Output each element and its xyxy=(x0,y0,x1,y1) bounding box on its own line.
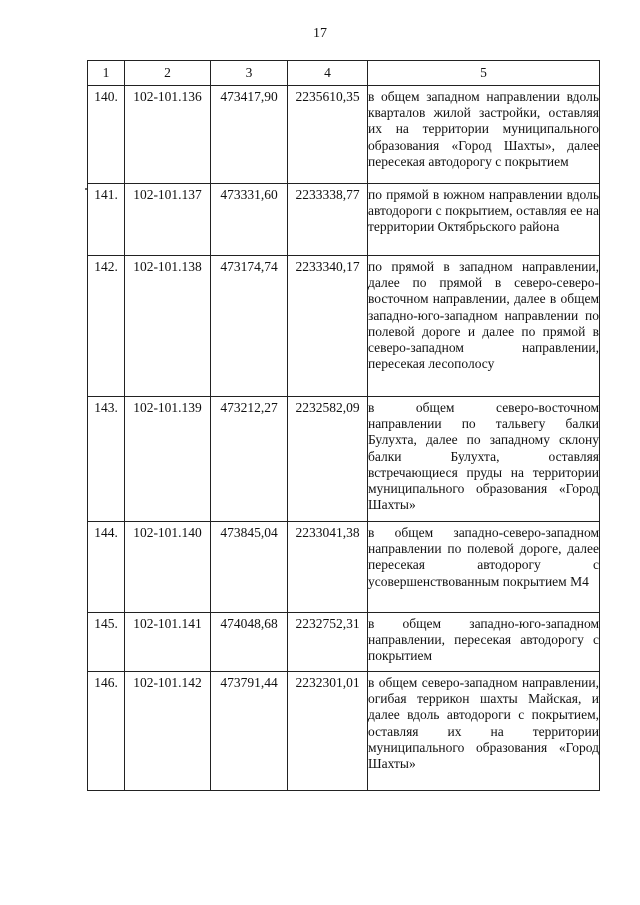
header-col-3: 3 xyxy=(211,61,288,86)
boundary-description: по прямой в западном направлении, далее по прямой в северо-северо-восточном направлении, далее в общем западно-юго-западном направлении по полевой дороге и далее по прямой в северо-западном направлении, пересекая лесополосу xyxy=(368,256,600,397)
header-col-2: 2 xyxy=(125,61,211,86)
row-number: 144. xyxy=(88,522,125,613)
table-row xyxy=(88,256,600,397)
boundary-description: по прямой в южном направлении вдоль автодороги с покрытием, оставляя ее на территории Октябрьского района xyxy=(368,184,600,256)
boundary-description: в общем западном направлении вдоль кварталов жилой застройки, оставляя их на территории муниципального образования «Город Шахты», далее пересекая автодорогу с покрытием xyxy=(368,86,600,184)
coord-x: 473845,04 xyxy=(211,522,288,613)
table-row xyxy=(88,522,600,613)
table-row xyxy=(88,397,600,522)
point-code: 102-101.141 xyxy=(125,613,211,672)
boundary-points-table xyxy=(87,60,600,791)
header-col-5: 5 xyxy=(368,61,600,86)
coord-x: 473417,90 xyxy=(211,86,288,184)
row-number: 145. xyxy=(88,613,125,672)
table-row xyxy=(88,672,600,791)
coord-y: 2232301,01 xyxy=(288,672,368,791)
point-code: 102-101.142 xyxy=(125,672,211,791)
point-code: 102-101.140 xyxy=(125,522,211,613)
boundary-description: в общем западно-северо-западном направлении по полевой дороге, далее пересекая автодорогу с усовершенствованным покрытием М4 xyxy=(368,522,600,613)
table-header-row xyxy=(88,61,600,86)
boundary-description: в общем северо-восточном направлении по тальвегу балки Булухта, далее по западному склону балки Булухта, оставляя встречающиеся пруды на территории муниципального образования «Город Шахты» xyxy=(368,397,600,522)
coord-y: 2232582,09 xyxy=(288,397,368,522)
row-number: 143. xyxy=(88,397,125,522)
coord-y: 2233340,17 xyxy=(288,256,368,397)
coord-y: 2233041,38 xyxy=(288,522,368,613)
header-col-1: 1 xyxy=(88,61,125,86)
coord-x: 474048,68 xyxy=(211,613,288,672)
row-number: 141. xyxy=(88,184,125,256)
row-number: 146. xyxy=(88,672,125,791)
coord-y: 2232752,31 xyxy=(288,613,368,672)
page-number: 17 xyxy=(313,26,327,41)
coord-x: 473791,44 xyxy=(211,672,288,791)
table-row xyxy=(88,184,600,256)
point-code: 102-101.136 xyxy=(125,86,211,184)
boundary-description: в общем северо-западном направлении, огибая террикон шахты Майская, и далее вдоль автодороги с покрытием, оставляя их на территории муниципального образования «Город Шахты» xyxy=(368,672,600,791)
coord-x: 473212,27 xyxy=(211,397,288,522)
row-number: 140. xyxy=(88,86,125,184)
point-code: 102-101.138 xyxy=(125,256,211,397)
table-row xyxy=(88,86,600,184)
row-number: 142. xyxy=(88,256,125,397)
coord-x: 473331,60 xyxy=(211,184,288,256)
coord-y: 2233338,77 xyxy=(288,184,368,256)
coord-y: 2235610,35 xyxy=(288,86,368,184)
point-code: 102-101.139 xyxy=(125,397,211,522)
boundary-description: в общем западно-юго-западном направлении, пересекая автодорогу с покрытием xyxy=(368,613,600,672)
point-code: 102-101.137 xyxy=(125,184,211,256)
header-col-4: 4 xyxy=(288,61,368,86)
table-row xyxy=(88,613,600,672)
coord-x: 473174,74 xyxy=(211,256,288,397)
